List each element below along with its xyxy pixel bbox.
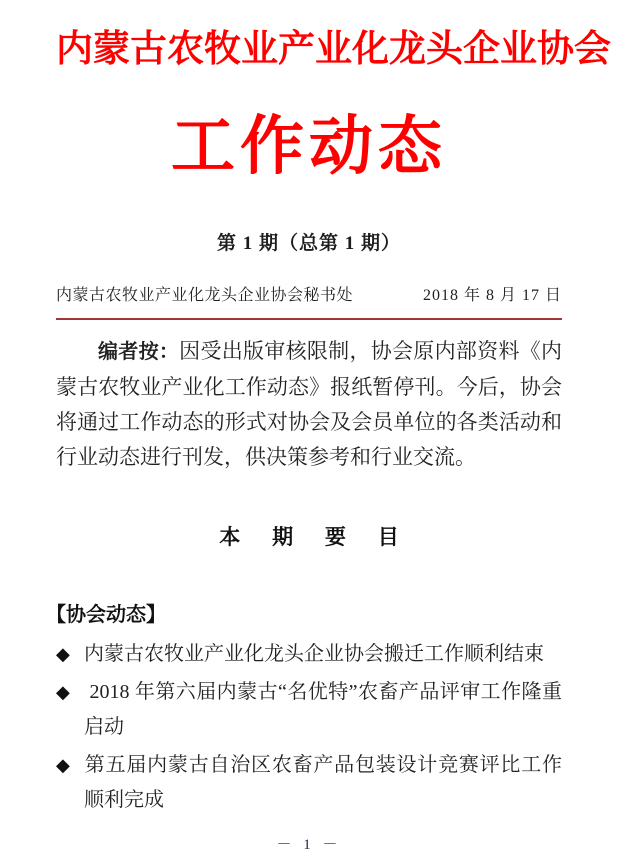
editor-note-paragraph — [56, 334, 562, 475]
contents-item-text: 内蒙古农牧业产业化龙头企业协会搬迁工作顺利结束 — [84, 642, 544, 665]
diamond-bullet-icon: ◆ — [56, 754, 70, 775]
diamond-bullet-icon: ◆ — [56, 681, 70, 702]
publication-date: 2018 年 8 月 17 日 — [422, 286, 562, 304]
page-number: － 1 － — [276, 837, 342, 853]
red-divider-line — [56, 318, 562, 320]
contents-item-text: 2018 年第六届内蒙古“名优特”农畜产品评审工作隆重启动 — [84, 680, 562, 738]
document-title: 工作动态 — [171, 111, 447, 183]
list-item — [56, 637, 562, 672]
contents-title: 本 期 要 目 — [219, 525, 412, 549]
section-heading-association-news: 【协会动态】 — [46, 603, 166, 626]
list-item — [56, 675, 562, 745]
contents-item-text: 第五届内蒙古自治区农畜产品包装设计竞赛评比工作顺利完成 — [84, 753, 562, 811]
list-item — [56, 748, 562, 818]
editor-note-label: 编者按： — [98, 340, 180, 363]
publication-info-row — [56, 282, 562, 305]
publisher-name: 内蒙古农牧业产业化龙头企业协会秘书处 — [56, 286, 354, 304]
diamond-bullet-icon: ◆ — [56, 643, 70, 664]
organization-title: 内蒙古农牧业产业化龙头企业协会 — [56, 29, 611, 70]
issue-number-line: 第 1 期（总第 1 期） — [216, 232, 401, 254]
contents-list — [56, 637, 562, 818]
editor-note-text: 因受出版审核限制，协会原内部资料《内蒙古农牧业产业化工作动态》报纸暂停刊。今后，协会将通过工作动态的形式对协会及会员单位的各类活动和行业动态进行刊发，供决策参考和行业交流。 — [56, 338, 563, 469]
